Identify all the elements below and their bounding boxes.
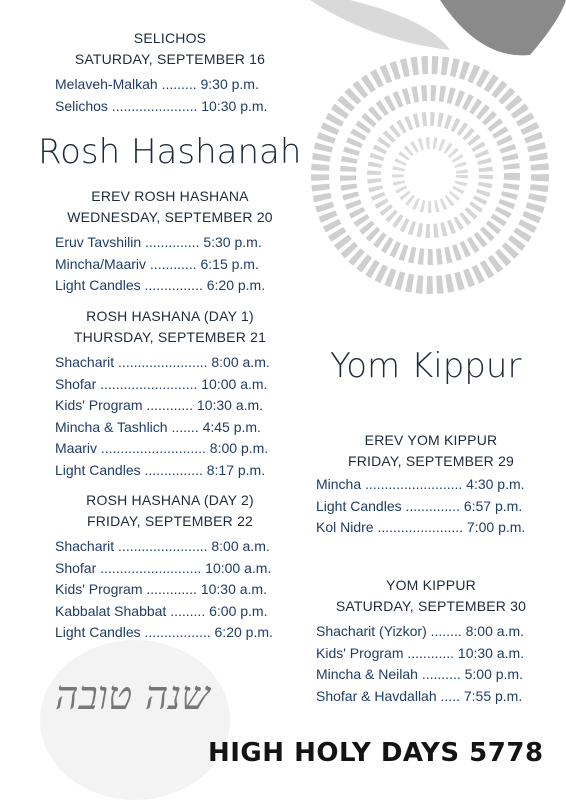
yk-date: SATURDAY, SEPTEMBER 30 <box>335 598 527 614</box>
erev-yk-date: FRIDAY, SEPTEMBER 29 <box>347 453 515 469</box>
schedule-row: Mincha & Neilah .......... 5:00 p.m. <box>316 666 523 682</box>
schedule-row: Shacharit (Yizkor) ........ 8:00 a.m. <box>316 623 524 639</box>
schedule-row: Kids' Program ............ 10:30 a.m. <box>55 397 264 413</box>
schedule-row: Kabbalat Shabbat ......... 6:00 p.m. <box>55 602 268 619</box>
schedule-row: Shacharit ....................... 8:00 a.m. <box>55 538 270 554</box>
erev-yom-kippur-section <box>316 430 546 539</box>
schedule-row: Light Candles ............... 8:17 p.m. <box>55 461 266 478</box>
selichos-date: SATURDAY, SEPTEMBER 16 <box>74 51 266 67</box>
schedule-row: Shofar & Havdallah ..... 7:55 p.m. <box>316 687 523 704</box>
shana-tova-greeting: שנה טובה <box>55 673 210 719</box>
schedule-row: Mincha ......................... 4:30 p.m. <box>316 476 525 492</box>
schedule-row: Kol Nidre ...................... 7:00 p.m. <box>316 519 526 535</box>
schedule-row: Light Candles ................. 6:20 p.m. <box>55 624 273 640</box>
footer-title: HIGH HOLY DAYS 5778 <box>208 738 544 768</box>
yk-title: YOM KIPPUR <box>386 577 476 593</box>
yom-kippur-heading: Yom Kippur <box>330 346 522 386</box>
schedule-row: Shofar .......................... 10:00 a.m. <box>55 559 272 576</box>
schedule-row: Mincha & Tashlich ....... 4:45 p.m. <box>55 418 261 435</box>
erev-yk-title: EREV YOM KIPPUR <box>364 432 498 448</box>
schedule-row: Kids' Program ............ 10:30 a.m. <box>316 644 525 661</box>
schedule-row: Selichos ...................... 10:30 p.m. <box>55 97 268 114</box>
rosh-hashanah-heading: Rosh Hashanah <box>38 132 302 172</box>
schedule-row: Light Candles ............... 6:20 p.m. <box>55 277 266 293</box>
schedule-row: Eruv Tavshilin .............. 5:30 p.m. <box>55 234 262 250</box>
schedule-row: Kids' Program ............. 10:30 a.m. <box>55 581 267 597</box>
rh-day2-date: FRIDAY, SEPTEMBER 22 <box>86 513 254 529</box>
rosh-hashana-day1-section <box>55 306 285 481</box>
yom-kippur-section <box>316 575 546 707</box>
greeting-background <box>40 640 230 800</box>
hebrew-circle-decoration <box>305 50 555 300</box>
rh-day2-title: ROSH HASHANA (DAY 2) <box>86 492 254 508</box>
rh-day1-title: ROSH HASHANA (DAY 1) <box>86 308 254 324</box>
erev-rosh-hashana-section <box>55 186 285 297</box>
erev-rh-date: WEDNESDAY, SEPTEMBER 20 <box>67 209 273 225</box>
schedule-row: Shacharit ....................... 8:00 a.m. <box>55 354 270 370</box>
erev-rh-title: EREV ROSH HASHANA <box>91 188 249 204</box>
rosh-hashana-day2-section <box>55 490 285 644</box>
schedule-row: Light Candles .............. 6:57 p.m. <box>316 497 523 514</box>
schedule-row: Shofar ......................... 10:00 a.m. <box>55 375 268 392</box>
rh-day1-date: THURSDAY, SEPTEMBER 21 <box>73 329 267 345</box>
schedule-row: Maariv ........................... 8:00 p.m. <box>55 440 269 456</box>
selichos-section <box>55 28 285 117</box>
schedule-row: Melaveh-Malkah ......... 9:30 p.m. <box>55 76 259 92</box>
schedule-row: Mincha/Maariv ............ 6:15 p.m. <box>55 255 259 272</box>
selichos-title: SELICHOS <box>133 30 207 46</box>
